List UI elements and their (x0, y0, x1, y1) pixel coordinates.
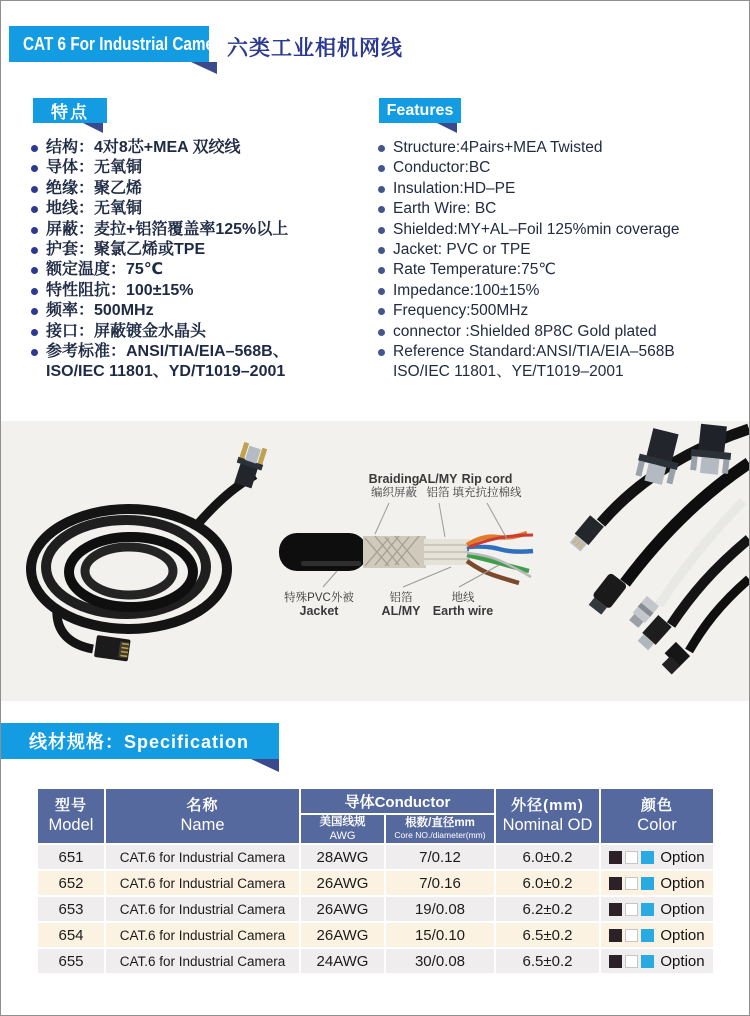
bullet-icon (378, 349, 385, 356)
bullet-icon (31, 308, 38, 315)
feature-item-wrap: ISO/IEC 11801、YD/T1019–2001 (46, 363, 286, 381)
name-cell: CAT.6 for Industrial Camera (106, 897, 299, 921)
swatch-black (609, 903, 622, 916)
awg-cell: 24AWG (301, 949, 384, 973)
core-cell: 7/0.12 (386, 845, 494, 869)
swatch-white (625, 903, 638, 916)
feature-item: 特性阻抗：100±15% (31, 281, 371, 301)
cable-photo-illustration (1, 421, 749, 701)
features-en-badge: Features (379, 98, 461, 123)
feature-item: Jacket: PVC or TPE (378, 240, 743, 260)
features-cn-list (31, 138, 371, 383)
swatch-black (609, 851, 622, 864)
header-group-conductor (301, 789, 494, 843)
od-cell: 6.5±0.2 (496, 949, 599, 973)
feature-item: Rate Temperature:75℃ (378, 260, 743, 280)
header-cell-model: 型号 Model (38, 789, 104, 843)
features-cn-badge: 特点 (33, 98, 107, 123)
model-cell: 652 (38, 871, 104, 895)
feature-item: Frequency:500MHz (378, 301, 743, 321)
spec-banner-fold (251, 759, 279, 772)
label-rip-cord: Rip cord 填充抗拉棉线 (452, 472, 522, 499)
table-row (38, 871, 713, 895)
spec-table (38, 789, 713, 973)
feature-item: Earth Wire: BC (378, 199, 743, 219)
bullet-icon (378, 145, 385, 152)
header-cell-od: 外径(mm) Nominal OD (496, 789, 599, 843)
header-cell-name: 名称 Name (106, 789, 299, 843)
core-cell: 7/0.16 (386, 871, 494, 895)
bullet-icon (378, 186, 385, 193)
color-cell (601, 923, 713, 947)
bullet-icon (378, 165, 385, 172)
bullet-icon (31, 186, 38, 193)
header-cell-awg: 美国线规 AWG (301, 815, 384, 843)
model-cell: 653 (38, 897, 104, 921)
swatch-blue (641, 903, 654, 916)
feature-item: 结构：4对8芯+MEA 双绞线 (31, 138, 371, 158)
features-cn-badge-fold (83, 123, 103, 133)
swatch-white (625, 851, 638, 864)
color-cell (601, 871, 713, 895)
option-label: Option (660, 900, 705, 918)
table-row (38, 845, 713, 869)
feature-item: Insulation:HD–PE (378, 179, 743, 199)
name-cell: CAT.6 for Industrial Camera (106, 845, 299, 869)
awg-cell: 28AWG (301, 845, 384, 869)
color-cell (601, 845, 713, 869)
feature-item: 导体：无氧铜 (31, 158, 371, 178)
feature-item: 护套：聚氯乙烯或TPE (31, 240, 371, 260)
core-cell: 15/0.10 (386, 923, 494, 947)
bullet-icon (378, 267, 385, 274)
awg-cell: 26AWG (301, 871, 384, 895)
bullet-icon (378, 206, 385, 213)
feature-item: Structure:4Pairs+MEA Twisted (378, 138, 743, 158)
model-cell: 654 (38, 923, 104, 947)
label-earth-wire: 地线 Earth wire (432, 592, 494, 618)
banner-fold-ribbon (191, 62, 217, 74)
core-cell: 19/0.08 (386, 897, 494, 921)
option-label: Option (660, 926, 705, 944)
header-cell-core: 根数/直径mm Core NO./diameter(mm) (386, 815, 494, 843)
feature-item: Conductor:BC (378, 158, 743, 178)
spec-banner: 线材规格：Specification (1, 723, 279, 759)
header-cell-color: 颜色 Color (601, 789, 713, 843)
bullet-icon (31, 288, 38, 295)
bullet-icon (31, 145, 38, 152)
swatch-black (609, 955, 622, 968)
bullet-icon (31, 165, 38, 172)
product-photo-panel (1, 421, 749, 701)
swatch-blue (641, 877, 654, 890)
bullet-icon (31, 267, 38, 274)
feature-item: 参考标准：ANSI/TIA/EIA–568B、 (31, 342, 371, 362)
label-almy-top: AL/MY 铝箔 (418, 472, 458, 499)
label-jacket: 特殊PVC外被 Jacket (284, 592, 354, 618)
top-banner (9, 26, 229, 62)
option-label: Option (660, 848, 705, 866)
od-cell: 6.0±0.2 (496, 845, 599, 869)
swatch-blue (641, 955, 654, 968)
od-cell: 6.2±0.2 (496, 897, 599, 921)
swatch-black (609, 929, 622, 942)
od-cell: 6.0±0.2 (496, 871, 599, 895)
header-cell-conductor: 导体Conductor (301, 789, 494, 813)
option-label: Option (660, 874, 705, 892)
awg-cell: 26AWG (301, 923, 384, 947)
label-almy-bottom: 铝箔 AL/MY (381, 592, 421, 618)
bullet-icon (378, 247, 385, 254)
page-title-zh: 六类工业相机网线 (227, 37, 403, 60)
od-cell: 6.5±0.2 (496, 923, 599, 947)
swatch-white (625, 877, 638, 890)
feature-item: 绝缘：聚乙烯 (31, 179, 371, 199)
label-braiding: Braiding 编织屏蔽 (368, 472, 420, 499)
bullet-icon (378, 227, 385, 234)
table-row (38, 897, 713, 921)
spec-table-header (38, 789, 713, 843)
feature-item: Shielded:MY+AL–Foil 125%min coverage (378, 220, 743, 240)
name-cell: CAT.6 for Industrial Camera (106, 871, 299, 895)
bullet-icon (31, 329, 38, 336)
features-en-list (378, 138, 743, 383)
feature-item: 屏蔽：麦拉+铝箔覆盖率125%以上 (31, 220, 371, 240)
swatch-blue (641, 851, 654, 864)
feature-item-wrap: ISO/IEC 11801、YE/T1019–2001 (393, 363, 624, 381)
name-cell: CAT.6 for Industrial Camera (106, 949, 299, 973)
bullet-icon (378, 288, 385, 295)
model-cell: 655 (38, 949, 104, 973)
bullet-icon (31, 247, 38, 254)
feature-item: connector :Shielded 8P8C Gold plated (378, 322, 743, 342)
feature-item: 额定温度：75℃ (31, 260, 371, 280)
swatch-blue (641, 929, 654, 942)
awg-cell: 26AWG (301, 897, 384, 921)
top-banner-title: CAT 6 For Industrial Camera (23, 33, 229, 54)
bullet-icon (378, 308, 385, 315)
feature-item: 频率：500MHz (31, 301, 371, 321)
bullet-icon (378, 329, 385, 336)
swatch-white (625, 955, 638, 968)
bullet-icon (31, 206, 38, 213)
table-row (38, 923, 713, 947)
color-cell (601, 949, 713, 973)
name-cell: CAT.6 for Industrial Camera (106, 923, 299, 947)
bullet-icon (31, 349, 38, 356)
feature-item: 接口：屏蔽镀金水晶头 (31, 322, 371, 342)
feature-item: Impedance:100±15% (378, 281, 743, 301)
color-cell (601, 897, 713, 921)
swatch-white (625, 929, 638, 942)
feature-item: 地线：无氧铜 (31, 199, 371, 219)
feature-item: Reference Standard:ANSI/TIA/EIA–568B (378, 342, 743, 362)
swatch-black (609, 877, 622, 890)
table-row (38, 949, 713, 973)
model-cell: 651 (38, 845, 104, 869)
core-cell: 30/0.08 (386, 949, 494, 973)
features-en-badge-fold (437, 123, 457, 133)
bullet-icon (31, 227, 38, 234)
option-label: Option (660, 952, 705, 970)
